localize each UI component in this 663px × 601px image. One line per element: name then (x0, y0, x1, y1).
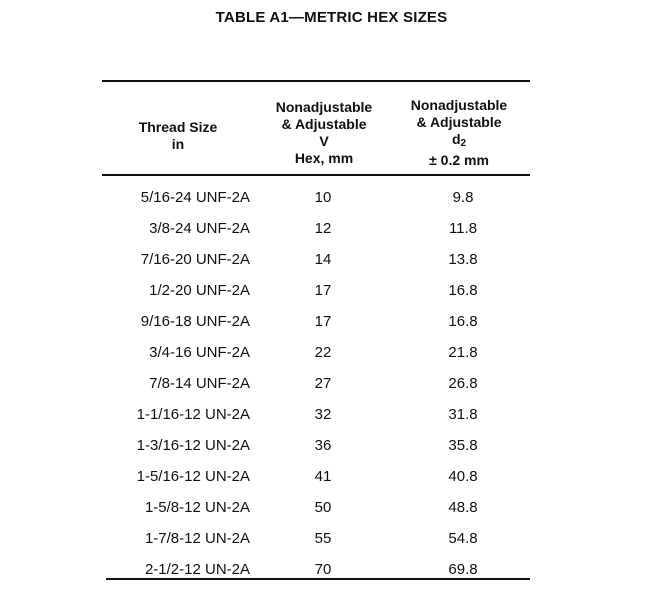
header-d2 (394, 97, 524, 169)
table-row (100, 462, 530, 493)
d-symbol: d (451, 131, 461, 147)
header-line: Nonadjustable (410, 97, 508, 113)
thread-size-cell: 3/4-16 UNF-2A (149, 344, 250, 361)
d-subscript: 2 (460, 138, 467, 149)
table-row (100, 338, 530, 369)
hex-cell: 70 (314, 561, 332, 578)
hex-cell: 17 (314, 282, 332, 299)
header-line: & Adjustable (416, 114, 502, 130)
table-row (100, 400, 530, 431)
table-row (100, 245, 530, 276)
header-rule (102, 174, 530, 176)
header-line-symbol (394, 131, 524, 152)
thread-size-cell: 1-3/16-12 UN-2A (136, 437, 250, 454)
d2-cell: 48.8 (448, 499, 478, 516)
thread-size-cell: 1-5/8-12 UN-2A (144, 499, 250, 516)
d2-cell: 54.8 (448, 530, 478, 547)
thread-size-cell: 2-1/2-12 UN-2A (144, 561, 250, 578)
d2-cell: 26.8 (448, 375, 478, 392)
table-title: TABLE A1—METRIC HEX SIZES (215, 9, 448, 26)
d2-cell: 16.8 (448, 282, 478, 299)
header-line: in (171, 136, 185, 152)
thread-size-cell: 5/16-24 UNF-2A (140, 189, 250, 206)
d2-cell: 9.8 (452, 189, 474, 206)
table-row (100, 493, 530, 524)
table-row (100, 524, 530, 555)
hex-cell: 14 (314, 251, 332, 268)
d2-cell: 31.8 (448, 406, 478, 423)
table-bottom-rule (106, 578, 530, 580)
thread-size-cell: 1-7/8-12 UN-2A (144, 530, 250, 547)
table-row (100, 214, 530, 245)
table-row (100, 307, 530, 338)
thread-size-cell: 9/16-18 UNF-2A (140, 313, 250, 330)
table-top-rule (102, 80, 530, 82)
hex-cell: 36 (314, 437, 332, 454)
d2-cell: 40.8 (448, 468, 478, 485)
hex-cell: 17 (314, 313, 332, 330)
header-line: & Adjustable (281, 116, 367, 132)
table-row (100, 431, 530, 462)
table-row (100, 555, 530, 586)
thread-size-cell: 7/16-20 UNF-2A (140, 251, 250, 268)
thread-size-cell: 3/8-24 UNF-2A (149, 220, 250, 237)
thread-size-cell: 1-5/16-12 UN-2A (136, 468, 250, 485)
hex-cell: 10 (314, 189, 332, 206)
header-line: ± 0.2 mm (429, 152, 489, 168)
hex-cell: 32 (314, 406, 332, 423)
thread-size-cell: 1-1/16-12 UN-2A (136, 406, 250, 423)
hex-cell: 55 (314, 530, 332, 547)
d2-cell: 69.8 (448, 561, 478, 578)
header-hex (255, 99, 393, 167)
d2-cell: 11.8 (448, 220, 478, 237)
d2-cell: 35.8 (448, 437, 478, 454)
hex-cell: 22 (314, 344, 332, 361)
header-thread-size (120, 119, 236, 153)
header-line: Thread Size (138, 119, 218, 135)
table-row (100, 369, 530, 400)
hex-cell: 12 (314, 220, 332, 237)
thread-size-cell: 7/8-14 UNF-2A (149, 375, 250, 392)
hex-cell: 27 (314, 375, 332, 392)
d2-cell: 13.8 (448, 251, 478, 268)
table-row (100, 276, 530, 307)
d2-cell: 16.8 (448, 313, 478, 330)
thread-size-cell: 1/2-20 UNF-2A (149, 282, 250, 299)
table-row (100, 183, 530, 214)
header-line: Nonadjustable (275, 99, 373, 115)
hex-cell: 41 (314, 468, 332, 485)
d2-cell: 21.8 (448, 344, 478, 361)
header-line: Hex, mm (294, 150, 354, 166)
hex-cell: 50 (314, 499, 332, 516)
table-body (100, 183, 530, 586)
header-line: V (319, 133, 329, 149)
